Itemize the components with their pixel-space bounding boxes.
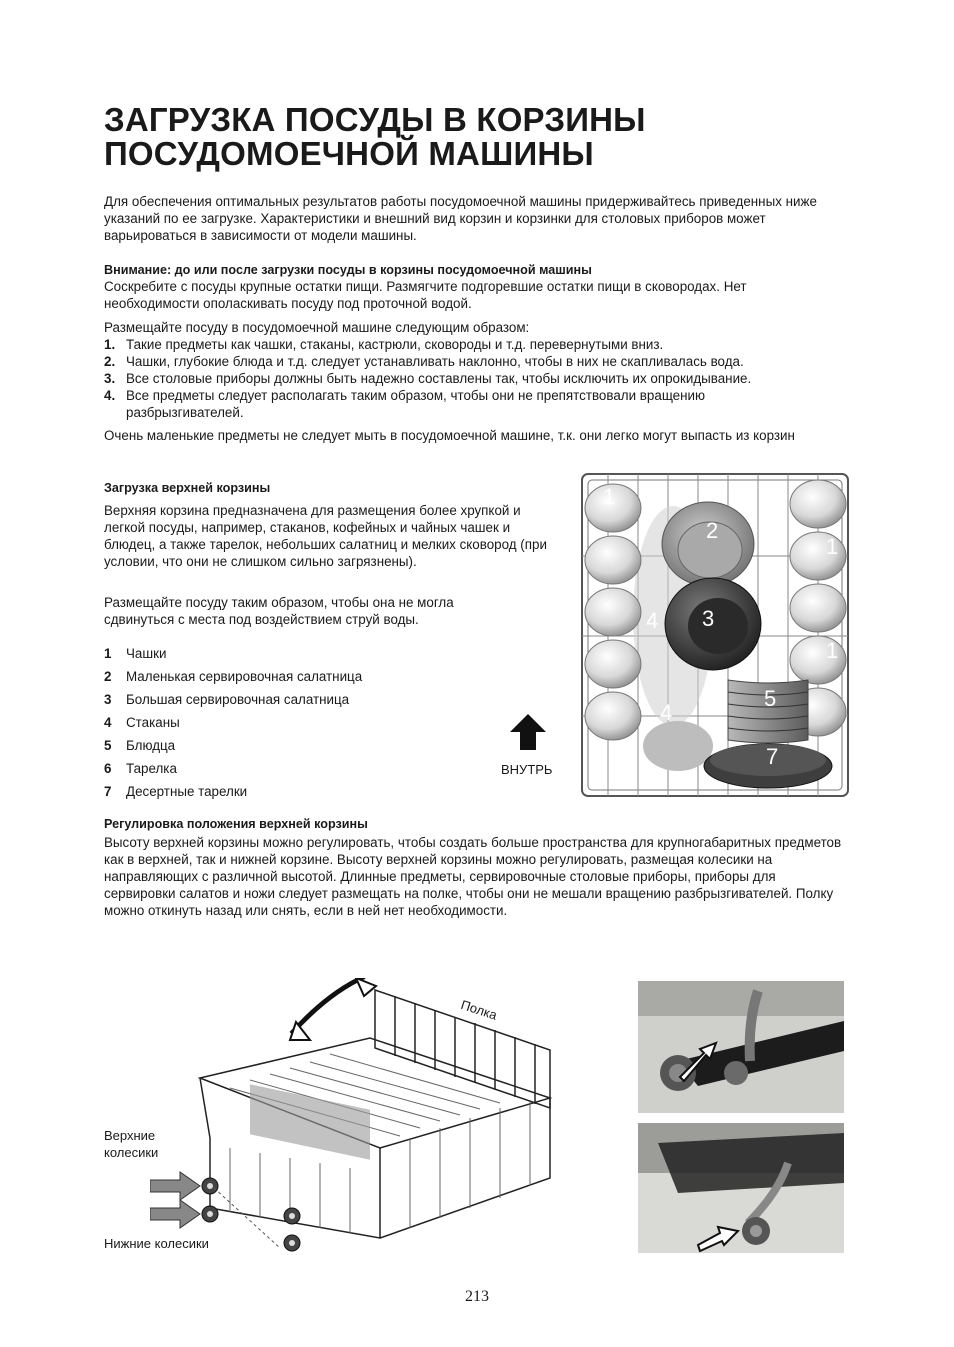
- list-item: 2. Чашки, глубокие блюда и т.д. следует устанавливать наклонно, чтобы в них не скапливалась вода.: [104, 354, 744, 369]
- attention-heading: Внимание: до или после загрузки посуды в корзины посудомоечной машины: [104, 263, 592, 277]
- list-item: 4. Все предметы следует располагать таким образом, чтобы они не препятствовали вращению разбрызгивателей.: [104, 388, 706, 420]
- list-item: 7 Десертные тарелки: [104, 784, 248, 799]
- figure-number: 4: [766, 556, 779, 581]
- intro-paragraph: Для обеспечения оптимальных результатов работы посудомоечной машины придерживайтесь приведенных ниже указаний по ее загрузке. Характеристики и внешний вид корзин и корзинки для столовых приборов может варьироваться в зависимости от модели машины.: [104, 194, 817, 243]
- figure-number: 2: [706, 518, 719, 543]
- list-item: 1. Такие предметы как чашки, стаканы, кастрюли, сковороды и т.д. перевернутыми вниз.: [104, 337, 664, 352]
- small-items-note: Очень маленькие предметы не следует мыть в посудомоечной машине, т.к. они легко могут выпасть из корзин: [104, 428, 795, 443]
- figure-number: 7: [766, 744, 779, 769]
- placement-lead: Размещайте посуду в посудомоечной машине следующим образом:: [104, 320, 530, 335]
- upper-basket-p2: Размещайте посуду таким образом, чтобы она не могла сдвинуться с места под воздействием струй воды.: [104, 595, 454, 627]
- figure-number: 1: [826, 534, 839, 559]
- list-item: 3 Большая сервировочная салатница: [104, 692, 350, 707]
- adjust-heading: Регулировка положения верхней корзины: [104, 817, 368, 831]
- upper-basket-figure: [578, 466, 852, 802]
- up-arrow-icon: [508, 712, 548, 752]
- adjust-text: Высоту верхней корзины можно регулировать, чтобы создать больше пространства для крупногабаритных предметов как в верхней, так и нижней корзине. Высоту верхней корзины можно регулировать, размещая колесики на направляющих с различной высотой. Длинные предметы, сервировочные столовые приборы, приборы для сервировки салатов и ножи следует размещать на полке, чтобы они не мешали вращению разбрызгивателей. Полку можно откинуть назад или снять, если в ней нет необходимости.: [104, 835, 842, 918]
- list-item: 6 Тарелка: [104, 761, 177, 776]
- wheel-photo-bottom: [638, 1123, 844, 1253]
- shelf-label: Полка: [459, 996, 499, 1023]
- figure-number: 3: [702, 606, 715, 631]
- list-item: 2 Маленькая сервировочная салатница: [104, 669, 363, 684]
- lower-wheels-label: Нижние колесики: [104, 1236, 209, 1251]
- upper-basket-p1: Верхняя корзина предназначена для размещения более хрупкой и легкой посуды, например, стаканов, кофейных и чайных чашек и блюдец, а также тарелок, небольших салатниц и мелких сковород (при условии, что они не слишком сильно загрязнены).: [104, 503, 547, 569]
- list-item: 4 Стаканы: [104, 715, 180, 730]
- item-legend: [104, 642, 434, 803]
- inside-label: ВНУТРЬ: [501, 762, 553, 777]
- upper-basket-heading: Загрузка верхней корзины: [104, 481, 271, 495]
- wheel-photo-top: [638, 981, 844, 1113]
- figure-number: 5: [764, 686, 777, 711]
- page-number: 213: [465, 1288, 489, 1305]
- placement-steps: [104, 336, 844, 421]
- upper-wheels-label: Верхние колесики: [104, 1128, 159, 1160]
- attention-text: Соскребите с посуды крупные остатки пищи. Размягчите подгоревшие остатки пищи в сковородах. Нет необходимости ополаскивать посуду под проточной водой.: [104, 279, 747, 311]
- list-item: 5 Блюдца: [104, 738, 176, 753]
- figure-number: 4: [660, 700, 673, 725]
- rack-adjust-figure: [150, 978, 560, 1253]
- figure-number: 4: [646, 608, 659, 633]
- figure-number: 1: [826, 638, 839, 663]
- figure-number: 1: [603, 484, 616, 509]
- list-item: 1 Чашки: [104, 646, 167, 661]
- list-item: 3. Все столовые приборы должны быть надежно составлены так, чтобы исключить их опрокидывание.: [104, 371, 752, 386]
- page-title: ЗАГРУЗКА ПОСУДЫ В КОРЗИНЫ ПОСУДОМОЕЧНОЙ МАШИНЫ: [104, 101, 646, 172]
